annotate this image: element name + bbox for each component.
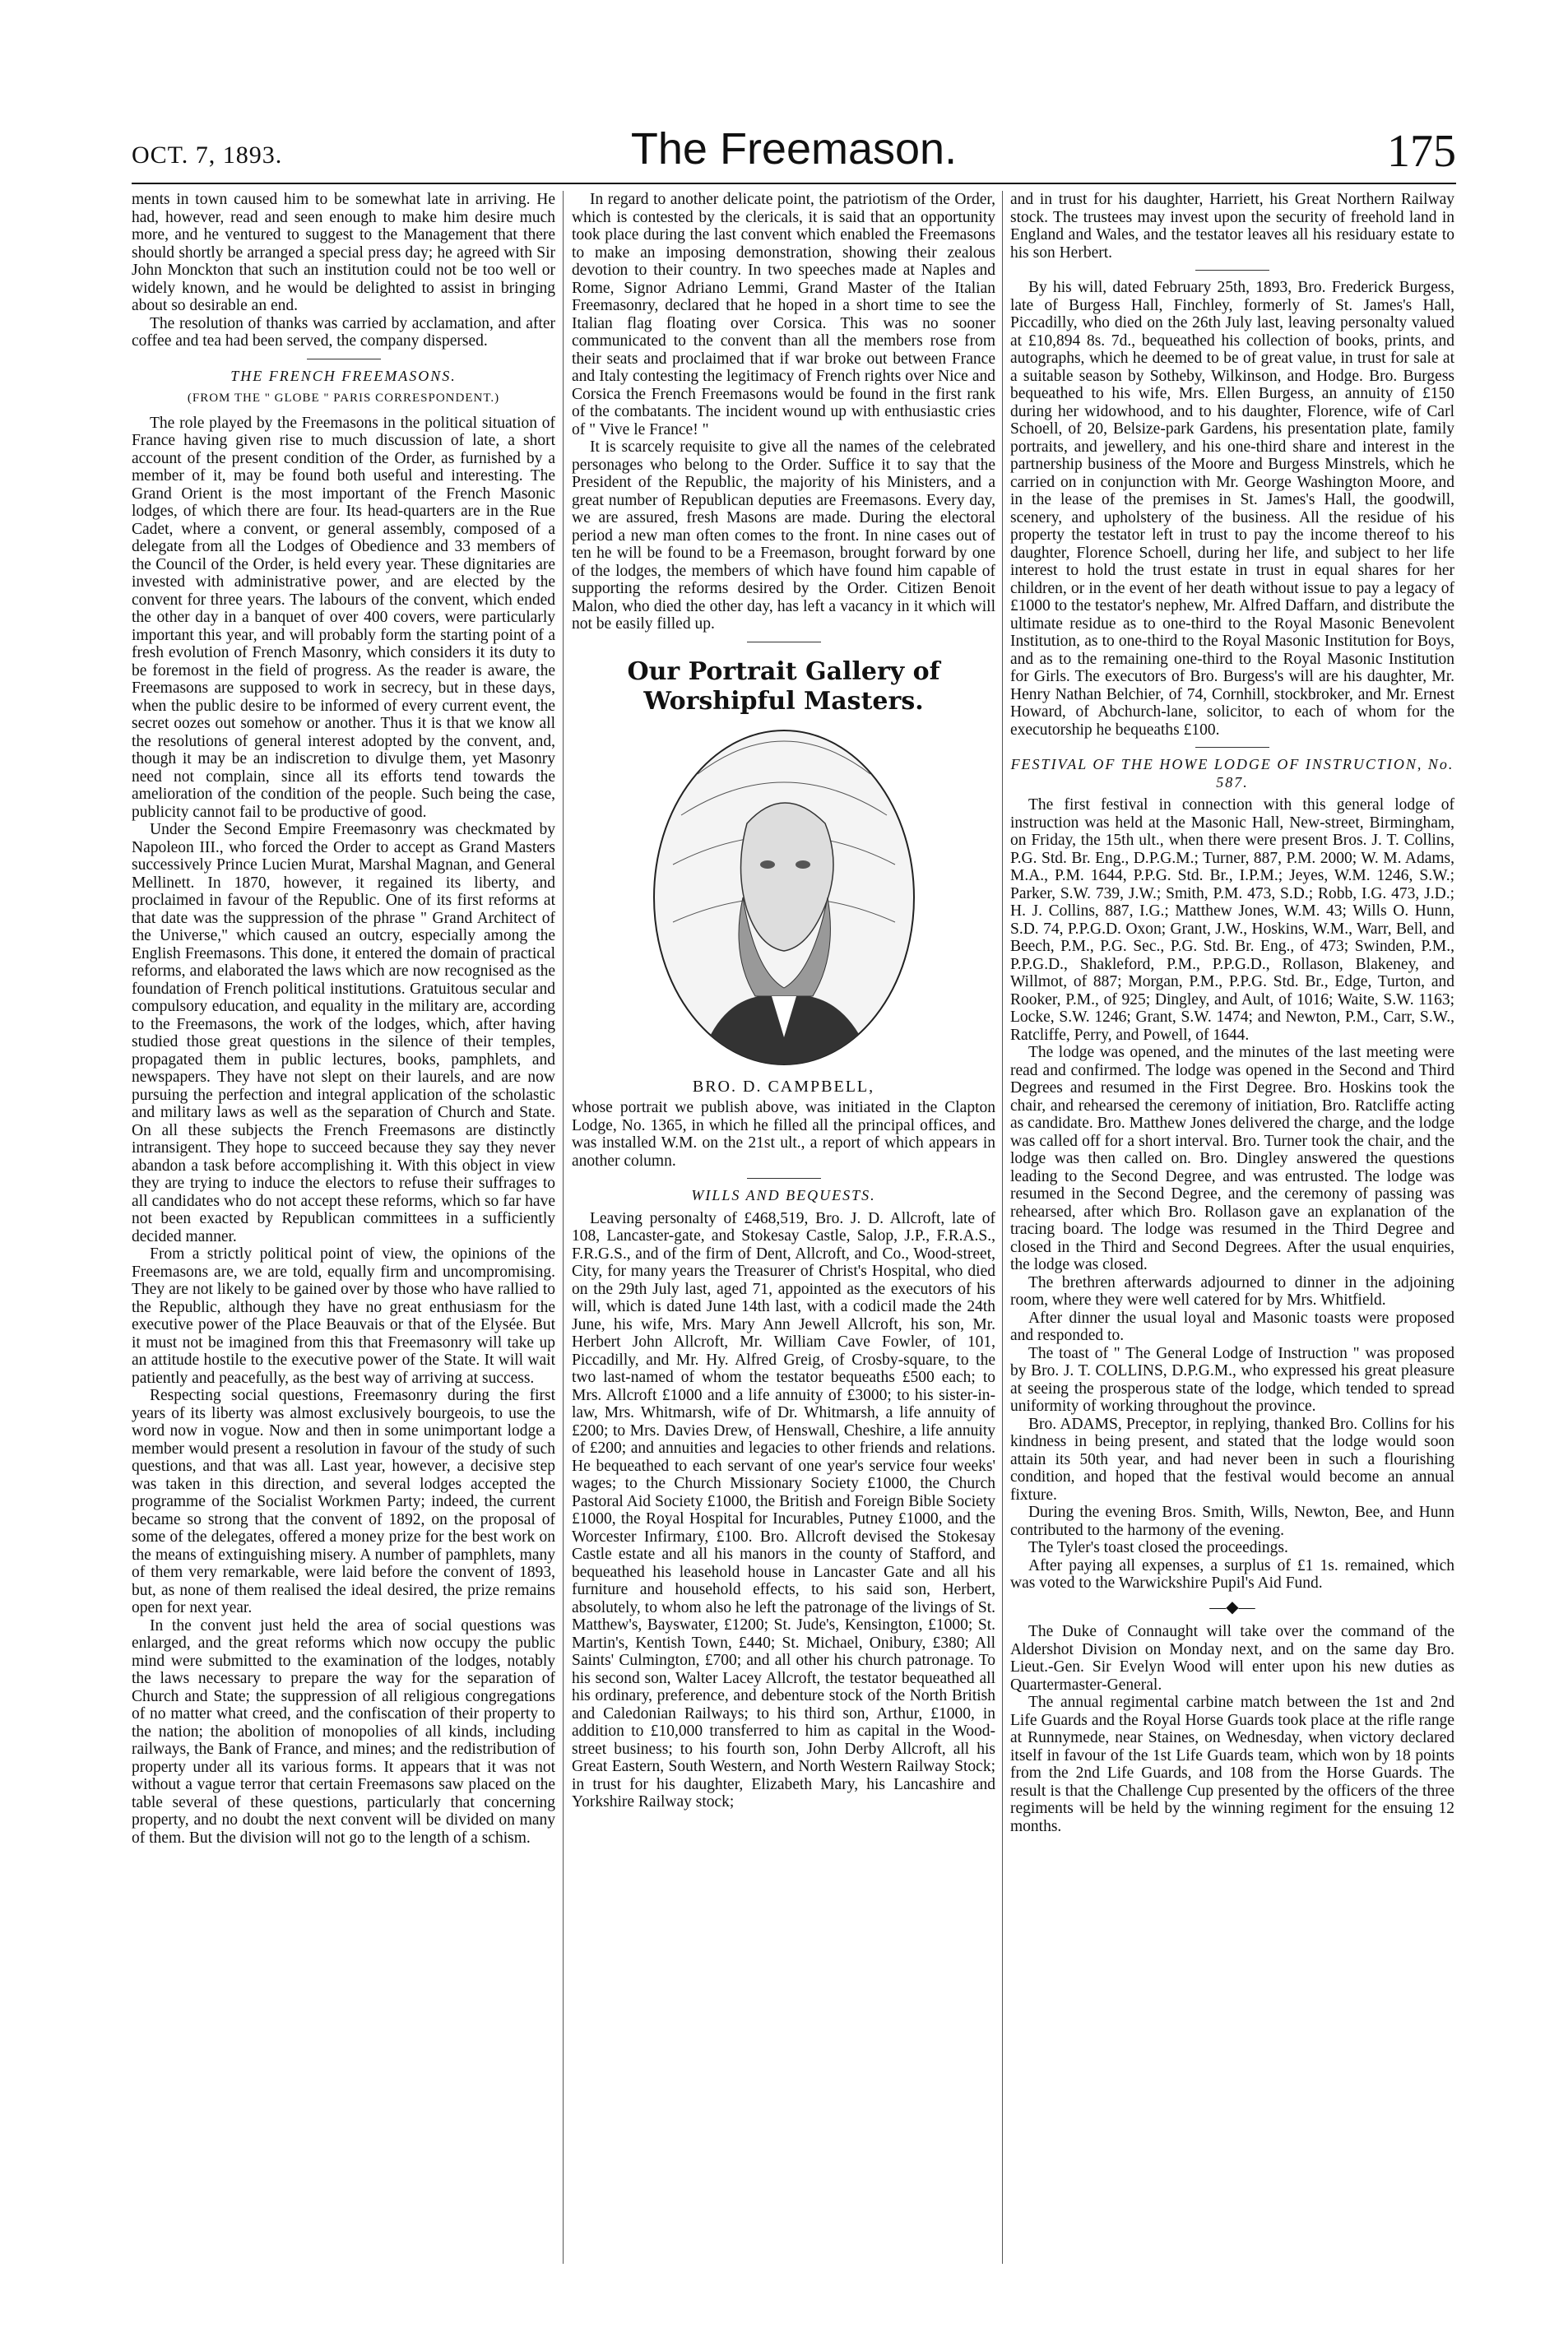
- paragraph: The toast of " The General Lodge of Instruction " was proposed by Bro. J. T. COLLINS, D.P.G.M., who expressed his great pleasure at seeing the prosperous state of the lodge, which tended to spread uniformity of working throughout the province.: [1010, 1344, 1454, 1415]
- article-heading: WILLS AND BEQUESTS.: [691, 1187, 876, 1203]
- separator-rule: [1195, 747, 1269, 748]
- separator-rule: [747, 1178, 821, 1179]
- paragraph: It is scarcely requisite to give all the names of the celebrated personages who belong to the Order. Suffice it to say that the President of the Republic, the majority of his Ministers, and a great number of Republican deputies are Freemasons. Every day, we are assured, fresh Masons are made. During the electoral period a new man often comes to the front. In nine cases out of ten he will be found to be a Freemason, brought forward by one of the lodges, the members of which have found him capable of supporting the reforms desired by the Order. Citizen Benoit Malon, who died the other day, has left a vacancy in it which will not be easily filled up.: [572, 438, 995, 633]
- paragraph: The role played by the Freemasons in the political situation of France having given rise to much discussion of late, a short account of the present condition of the Order, as furnished by a member of it, may be found both useful and interesting. The Grand Orient is the most important of the French Masonic lodges, of which there are four. Its head-quarters are in the Rue Cadet, where a convent, or general assembly, composed of a delegate from all the Lodges of Obedience and 33 members of the Council of the Order, is held every year. These dignitaries are invested with administrative power, and are elected by the convent for three years. The labours of the convent, which ended the other day in a banquet of over 400 covers, were particularly important this year, and will probably form the starting point of a fresh evolution of French Masonry, which considers it its duty to be foremost in the field of progress. As the reader is aware, the Freemasons are supposed to work in secrecy, but in these days, when the public desire to be informed of every current event, the secret oozes out somehow or another. Thus it is that we know all the resolutions of general interest adopted by the convent, and, though it may be an indiscretion to divulge them, yet Masonry need not complain, since all its efforts tend towards the amelioration of the condition of the people. Such being the case, publicity cannot fail to be productive of good.: [132, 414, 555, 821]
- article-heading: FESTIVAL OF THE HOWE LODGE OF INSTRUCTION, No. 587.: [1010, 756, 1454, 791]
- paragraph: During the evening Bros. Smith, Wills, Newton, Bee, and Hunn contributed to the harmony of the evening.: [1010, 1504, 1454, 1539]
- paragraph: ments in town caused him to be somewhat late in arriving. He had, however, read and seen enough to make him desire much more, and he ventured to suggest to the Management that there should shortly be arranged a special press day; he agreed with Sir John Monckton that such an institution could not be too well or widely known, and he would be delighted to assist in bringing about so desirable an end.: [132, 191, 555, 314]
- page-number: 175: [1387, 126, 1456, 177]
- paragraph: The annual regimental carbine match between the 1st and 2nd Life Guards and the Royal Horse Guards took place at the rifle range at Runnymede, near Staines, on Wednesday, when victory declared itself in favour of the 1st Life Guards team, which won by 18 points from the 2nd Life Guards, and 108 from the Horse Guards. The result is that the Challenge Cup presented by the officers of the three regiments will be held by the winning regiment for the ensuing 12 months.: [1010, 1694, 1454, 1835]
- paragraph: Respecting social questions, Freemasonry during the first years of its liberty was almost exclusively bourgeois, to use the word now in vogue. Now and then in some unimportant lodge a member would present a resolution in favour of the study of such questions, and that was all. Last year, however, a decisive step was taken in this direction, and several lodges accepted the programme of the Socialist Workmen Party; indeed, the current became so strong that the convent of 1892, on the proposal of some of the delegates, offered a money prize for the best work on the means of extinguishing misery. A number of pamphlets, many of them very remarkable, were laid before the convent of 1893, but, as none of them realised the ideal desired, the prize remains open for next year.: [132, 1387, 555, 1616]
- masthead: [132, 123, 1456, 179]
- issue-date: OCT. 7, 1893.: [132, 141, 283, 169]
- paragraph: Bro. ADAMS, Preceptor, in replying, thanked Bro. Collins for his kindness in being present, and stated that the lodge would soon attain its 50th year, and had never been in such a flourishing condition, and hoped that the festival would become an annual fixture.: [1010, 1415, 1454, 1504]
- portrait-gallery-title: Our Portrait Gallery of Worshipful Masters.: [627, 656, 940, 716]
- separator-rule: [1195, 270, 1269, 271]
- column-3: [1010, 191, 1454, 1835]
- portrait-image: [648, 725, 920, 1070]
- article-source: (FROM THE " GLOBE " PARIS CORRESPONDENT.): [187, 392, 500, 405]
- column-divider: [563, 191, 564, 2264]
- paragraph: Under the Second Empire Freemasonry was checkmated by Napoleon III., who forced the Order to accept as Grand Masters successively Prince Lucien Murat, Marshal Magnan, and General Mellinett. In 1870, however, it regained its liberty, and proclaimed in favour of the Republic. One of its first reforms at that date was the suppression of the phrase " Grand Architect of the Universe," which caused an outcry, especially among the English Freemasons. This done, it entered the domain of practical reforms, and elaborated the laws which are now recognised as the foundation of French political institutions. Gratuitous secular and compulsory education, and equality in the military are, according to the Freemasons, the work of the lodges, which, after having studied those great questions in the silence of their temples, propagated them in public lectures, books, pamphlets, and newspapers. They have not slept on their laurels, and are now pursuing the perfection and integral application of the scholastic and military laws as well as the separation of Church and State. On all these subjects the French Freemasons are distinctly intransigent. They hope to succeed because they say they never abandon a task before accomplishing it. With this object in view they are trying to induce the electors to refuse their suffrages to all candidates who do not accept these reforms, which so far have not been exacted by Republican committees in a sufficiently decided manner.: [132, 821, 555, 1245]
- column-1: [132, 191, 555, 1847]
- newspaper-title: The Freemason.: [630, 124, 958, 174]
- paragraph: The brethren afterwards adjourned to dinner in the adjoining room, where they were well catered for by Mrs. Whitfield.: [1010, 1273, 1454, 1309]
- column-divider: [1002, 191, 1003, 2264]
- paragraph: The resolution of thanks was carried by acclamation, and after coffee and tea had been served, the company dispersed.: [132, 314, 555, 350]
- diamond-ornament-icon: —◆—: [1209, 1597, 1255, 1616]
- paragraph: From a strictly political point of view, the opinions of the Freemasons are, we are told, equally firm and uncompromising. They are not likely to be gained over by those who have rallied to the Republic, although they have no great enthusiasm for the executive power of the Place Beauvais or that of the Elysée. But it must not be imagined from this that Freemasonry will take up an attitude hostile to the executive power of the State. It will wait patiently and peacefully, as the best way of arriving at success.: [132, 1245, 555, 1387]
- column-2: [572, 191, 995, 1811]
- paragraph: After dinner the usual loyal and Masonic toasts were proposed and responded to.: [1010, 1309, 1454, 1344]
- paragraph: whose portrait we publish above, was initiated in the Clapton Lodge, No. 1365, in which he filled all the principal offices, and was installed W.M. on the 21st ult., a report of which appears in another column.: [572, 1099, 995, 1170]
- paragraph: In regard to another delicate point, the patriotism of the Order, which is contested by the clericals, it is said that an opportunity took place during the last convent which enabled the Freemasons to make an imposing demonstration, showing their zealous devotion to their country. In two speeches made at Naples and Rome, Signor Adriano Lemmi, Grand Master of the Italian Freemasonry, declared that he hoped in a short time to see the Italian flag floating over Corsica. This was no sooner communicated to the convent than all the members rose from their seats and proclaimed that if war broke out between France and Italy contesting the legitimacy of French rights over Nice and Corsica the French Freemasons would be found in the first rank of the combatants. The incident wound up with enthusiastic cries of " Vive le France! ": [572, 191, 995, 438]
- paragraph: The Duke of Connaught will take over the command of the Aldershot Division on Monday next, and on the same day Bro. Lieut.-Gen. Sir Evelyn Wood will enter upon his new duties as Quartermaster-General.: [1010, 1623, 1454, 1694]
- article-heading: THE FRENCH FREEMASONS.: [230, 367, 457, 384]
- paragraph: After paying all expenses, a surplus of £1 1s. remained, which was voted to the Warwickshire Pupil's Aid Fund.: [1010, 1556, 1454, 1592]
- paragraph: The Tyler's toast closed the proceedings.: [1028, 1539, 1288, 1556]
- masthead-rule: [132, 183, 1456, 184]
- paragraph: In the convent just held the area of social questions was enlarged, and the great reforms which now occupy the public mind were submitted to the examination of the lodges, notably the laws necessary to prepare the way for the separation of Church and State; the suppression of all religious congregations of no matter what creed, and the confiscation of their property to the nation; the abolition of monopolies of all kinds, including railways, the Bank of France, and mines; and the redistribution of property under all its various forms. It appears that it was not without a vague terror that certain Freemasons saw placed on the table several of these questions, particularly that concerning property, and no doubt the next convent will be divided on many of them. But the division will not go to the length of a schism.: [132, 1616, 555, 1847]
- paragraph: By his will, dated February 25th, 1893, Bro. Frederick Burgess, late of Burgess Hall, Finchley, formerly of St. James's Hall, Piccadilly, who died on the 26th July last, leaving personalty valued at £10,894 8s. 7d., bequeathed his collection of books, prints, and autographs, which he deemed to be of great value, in trust for sale at a suitable season by Sotheby, Wilkinson, and Hodge. Bro. Burgess bequeathed to his wife, Mrs. Ellen Burgess, an annuity of £150 during her widowhood, and to his daughter, Florence, wife of Carl Schoell, of 20, Belsize-park Gardens, his presentation plate, family portraits, and jewellery, and his one-third share and interest in the partnership business of the Moore and Burgess Minstrels, which he carried on in conjunction with Mr. George Washington Moore, and in the lease of the premises in St. James's Hall, the goodwill, scenery, and upholstery of the business. All the residue of his property the testator left in trust to pay the income thereof to his daughter, Florence Schoell, during her life, and subject to her life interest to hold the trust estate in trust in equal shares for her children, or in the event of her death without issue to pay a legacy of £1000 to the testator's nephew, Mr. Alfred Daffarn, and distribute the ultimate residue as to one-third to the Royal Masonic Benevolent Institution, as to one-third to the Royal Masonic Institution for Boys, and as to the remaining one-third to the Royal Masonic Institution for Girls. The executors of Bro. Burgess's will are his daughter, Mr. Henry Nathan Belchier, of 74, Cornhill, stockbroker, and Mr. Ernest Howard, of Abchurch-lane, solicitor, to each of whom for the executorship he bequeaths £100.: [1010, 279, 1454, 739]
- paragraph: The first festival in connection with this general lodge of instruction was held at the Masonic Hall, New-street, Birmingham, on Friday, the 15th ult., when there were present Bros. J. T. Collins, P.G. Std. Br. Eng., D.P.G.M.; Turner, 887, P.M. 2000; W. M. Adams, M.A., P.M. 1644, P.P.G. Std. Br., I.P.M.; Jeyes, W.M. 1246, S.W.; Parker, S.W. 739, J.W.; Smith, P.M. 473, S.D.; Robb, I.G. 473, J.D.; H. J. Collins, 887, I.G.; Matthew Jones, W.M. 43; Wills O. Hunn, S.D. 74, P.P.G.D. Oxon; Grant, J.W., Hoskins, W.M., Warr, Bell, and Beech, P.M., P.G. Sec., P.G. Std. Br. Eng., of 473; Swinden, P.M., P.P.G.D., Shakleford, P.M., P.P.G.D., Rollason, Blakeney, and Willmot, of 887; Morgan, P.M., P.P.G. Std. Br., Edge, Turton, and Rooker, P.M., of 925; Dingley, and Ault, of 1016; Waite, S.W. 1163; Locke, S.W. 1246; Grant, S.W. 1474; and Newton, P.M., Carr, S.W., Ratcliffe, Perry, and Powell, of 1644.: [1010, 796, 1454, 1044]
- paragraph: Leaving personalty of £468,519, Bro. J. D. Allcroft, late of 108, Lancaster-gate, and Stokesay Castle, Salop, J.P., F.R.A.S., F.R.G.S., and of the firm of Dent, Allcroft, and Co., Wood-street, City, for many years the Treasurer of Christ's Hospital, who died on the 29th July last, aged 71, appointed as the executors of his will, which is dated June 14th last, with a codicil made the 24th June, his wife, Mrs. Mary Ann Jewell Allcroft, his son, Mr. Herbert John Allcroft, Mr. William Cave Fowler, of 101, Piccadilly, and Mr. Hy. Alfred Greig, of Crosby-square, to the two last-named of whom the testator bequeaths £500 each; to Mrs. Allcroft £1000 and a life annuity of £3000; to his sister-in-law, Mrs. Whitmarsh, wife of Dr. Whitmarsh, a life annuity of £200; to Mrs. Davies Drew, of Henswall, Cheshire, a life annuity of £200; and annuities and legacies to other friends and relations. He bequeathed to each servant of one year's service four weeks' wages; to the Church Missionary Society £1000, the Church Pastoral Aid Society £1000, the British and Foreign Bible Society £1000, the Royal Hospital for Incurables, Putney £1000, and the Worcester Infirmary, £100. Bro. Allcroft devised the Stokesay Castle estate and all his manors in the county of Stafford, and bequeathed his leasehold house in Lancaster Gate and all his furniture and household effects, to his said son, Herbert, absolutely, to whom also he left the patronage of the livings of St. Matthew's, Bayswater, £1200; St. Jude's, Kensington, £1000; St. Martin's, Kentish Town, £440; St. Michael, Onibury, £380; All Saints' Culmington, £700; and all other his church patronage. To his second son, Walter Lacey Allcroft, the testator bequeathed all his ordinary, preference, and debenture stock of the North British and Caledonian Railways; to his third son, Arthur, £1000, in addition to £10,000 transferred to him as capital in the Wood-street business; to his fourth son, John Derby Allcroft, all his Great Eastern, South Western, and North Western Railway Stock; in trust for his daughter, Elizabeth Mary, his Lancashire and Yorkshire Railway stock;: [572, 1209, 995, 1811]
- paragraph: The lodge was opened, and the minutes of the last meeting were read and confirmed. The lodge was opened in the Second and Third Degrees and resumed in the First Degree. Bro. Hoskins took the chair, and rehearsed the ceremony of initiation, Bro. Ratcliffe acting as candidate. Bro. Matthew Jones delivered the charge, and the lodge was called off for a short interval. Bro. Turner took the chair, and the lodge was then called on. Bro. Dingley answered the questions leading to the Second Degree, and was entrusted. The lodge was resumed in the Second Degree, and the ceremony of passing was rehearsed, after which Bro. Rollason gave an explanation of the tracing board. The lodge was resumed in the Third Degree and closed in the Third and Second Degrees. After the usual enquiries, the lodge was closed.: [1010, 1044, 1454, 1273]
- portrait-caption: BRO. D. CAMPBELL,: [692, 1077, 875, 1096]
- paragraph: and in trust for his daughter, Harriett, his Great Northern Railway stock. The trustees may invest upon the security of freehold land in England and Wales, and the testator leaves all his residuary estate to his son Herbert.: [1010, 191, 1454, 262]
